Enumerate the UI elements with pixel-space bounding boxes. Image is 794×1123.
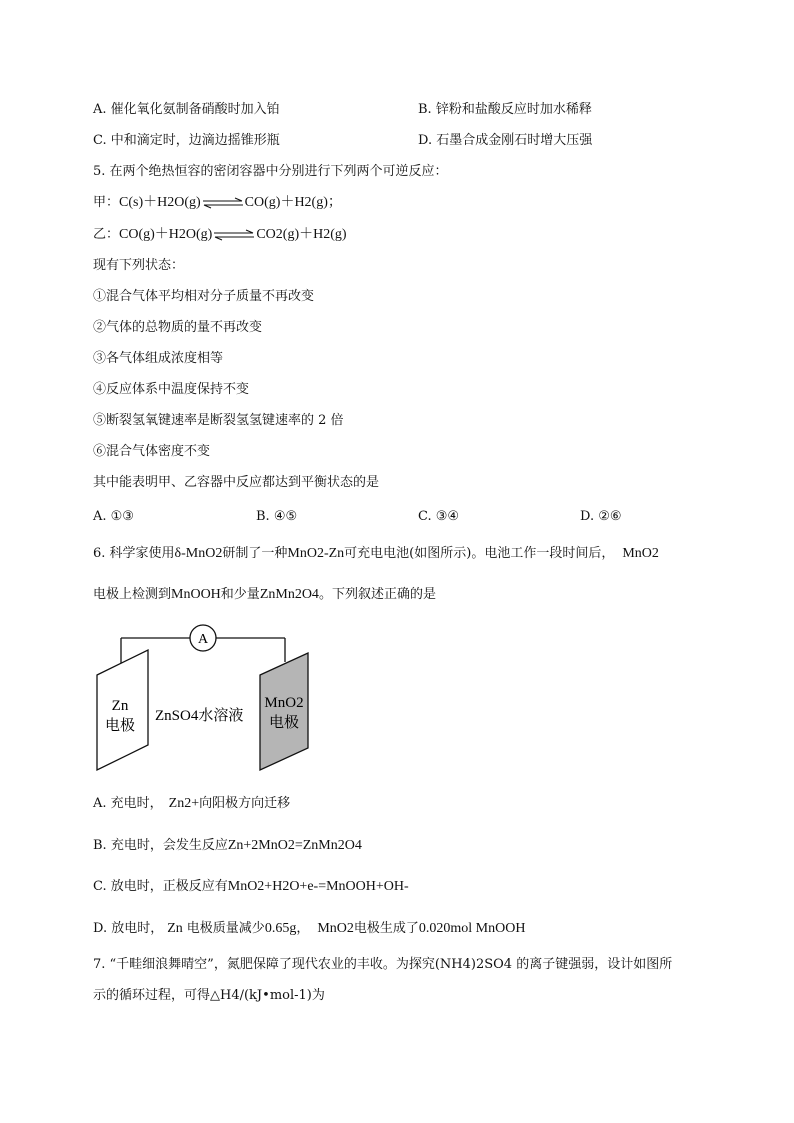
q6-option-text: C. 放电时，正极反应有 [93, 879, 228, 894]
q6-formula-mno2-zn: MnO2-Zn [287, 546, 345, 561]
q6-option-text: 向阳极方向迁移 [199, 796, 291, 811]
q5-yi-left: CO(g)＋H2O(g) [119, 227, 213, 242]
zn-electrode-label-2: 电极 [104, 718, 136, 734]
q6-text: 。下列叙述正确的是 [318, 587, 436, 602]
q6-option-text: D. 放电时， [93, 921, 164, 936]
q4-option-d: D. 石墨合成金刚石时增大压强 [418, 133, 593, 148]
q6-text: 研制了一种 [222, 546, 288, 561]
q6-formula-reaction-c: MnO2+H2O+e-=MnOOH+OH- [227, 879, 409, 894]
q5-state-4: ④反应体系中温度保持不变 [93, 382, 250, 397]
q5-state-5: ⑤断裂氢氧键速率是断裂氢氢键速率的 2 倍 [93, 413, 344, 428]
q6-option-text: 电极生成了 [353, 921, 419, 936]
q6-text: 6. 科学家使用 [93, 546, 175, 561]
q6-text: 可充电电池(如图所示)。电池工作一段时间后， [344, 546, 615, 561]
q6-value-mass: 0.65g [264, 921, 297, 936]
reversible-arrow-icon [213, 229, 255, 241]
q5-state-3: ③各气体组成浓度相等 [93, 351, 224, 366]
q5-stem: 5. 在两个绝热恒容的密闭容器中分别进行下列两个可逆反应： [93, 164, 448, 179]
q5-state-1: ①混合气体平均相对分子质量不再改变 [93, 289, 315, 304]
q6-option-d [93, 920, 525, 938]
q4-option-c: C. 中和滴定时，边滴边摇锥形瓶 [93, 133, 280, 148]
mno2-electrode-label-2: 电极 [268, 715, 300, 731]
q6-formula-mno2: MnO2 [317, 921, 354, 936]
solution-label: ZnSO4水溶液 [155, 708, 244, 724]
q6-text: 和少量 [220, 587, 260, 602]
q5-reaction-jia [93, 194, 342, 212]
zn-electrode-label-1: Zn [111, 698, 129, 714]
q4-option-b: B. 锌粉和盐酸反应时加水稀释 [418, 102, 592, 117]
q6-option-text: B. 充电时，会发生反应 [93, 838, 228, 853]
mno2-electrode [260, 653, 308, 770]
q5-states-intro: 现有下列状态： [93, 258, 185, 273]
q5-yi-label: 乙： [93, 227, 120, 242]
battery-diagram [93, 620, 323, 775]
q6-stem-line1 [93, 545, 659, 563]
q6-formula-mnooh: MnOOH [171, 587, 221, 602]
q5-yi-right: CO2(g)＋H2(g) [256, 227, 347, 242]
q5-reaction-yi [93, 226, 347, 244]
q6-option-text: ， [296, 921, 310, 936]
q5-question: 其中能表明甲、乙容器中反应都达到平衡状态的是 [93, 475, 380, 490]
mno2-electrode-label-1: MnO2 [264, 695, 304, 711]
q6-formula-delta-mno2: δ-MnO2 [174, 546, 223, 561]
q6-option-text: 电极质量减少 [186, 921, 265, 936]
q6-option-text: A. 充电时， [93, 796, 163, 811]
q5-state-2: ②气体的总物质的量不再改变 [93, 320, 263, 335]
q6-value-moles: 0.020mol MnOOH [418, 921, 526, 936]
q7-stem-line1: 7. “千畦细浪舞晴空”，氮肥保障了现代农业的丰收。为探究(NH4)2SO4 的离子键强弱，设计如图所 [93, 957, 673, 972]
q6-stem-line2 [93, 586, 436, 604]
q6-formula-reaction-b: Zn+2MnO2=ZnMn2O4 [227, 838, 362, 853]
reversible-arrow-icon [202, 197, 244, 209]
q5-option-b: B. ④⑤ [256, 509, 298, 524]
q6-option-c [93, 878, 409, 896]
q5-jia-label: 甲： [93, 195, 120, 210]
q7-stem-line2: 示的循环过程，可得△H4/(kJ•mol-1)为 [93, 988, 325, 1003]
q6-formula-mno2: MnO2 [622, 546, 659, 561]
q5-state-6: ⑥混合气体密度不变 [93, 444, 211, 459]
q6-option-a [93, 795, 290, 813]
q5-option-c: C. ③④ [418, 509, 460, 524]
q6-option-b [93, 837, 362, 855]
q6-formula-zn2plus: Zn2+ [168, 796, 200, 811]
q6-text: 电极上检测到 [93, 587, 172, 602]
q6-formula-znmn2o4: ZnMn2O4 [259, 587, 319, 602]
q5-jia-right: CO(g)＋H2(g)； [244, 195, 342, 210]
q5-option-d: D. ②⑥ [580, 509, 622, 524]
q5-jia-left: C(s)＋H2O(g) [119, 195, 201, 210]
ammeter-label: A [197, 632, 209, 647]
q5-option-a: A. ①③ [93, 509, 134, 524]
q6-formula-zn: Zn [167, 921, 183, 936]
q4-option-a: A. 催化氧化氨制备硝酸时加入铂 [93, 102, 280, 117]
